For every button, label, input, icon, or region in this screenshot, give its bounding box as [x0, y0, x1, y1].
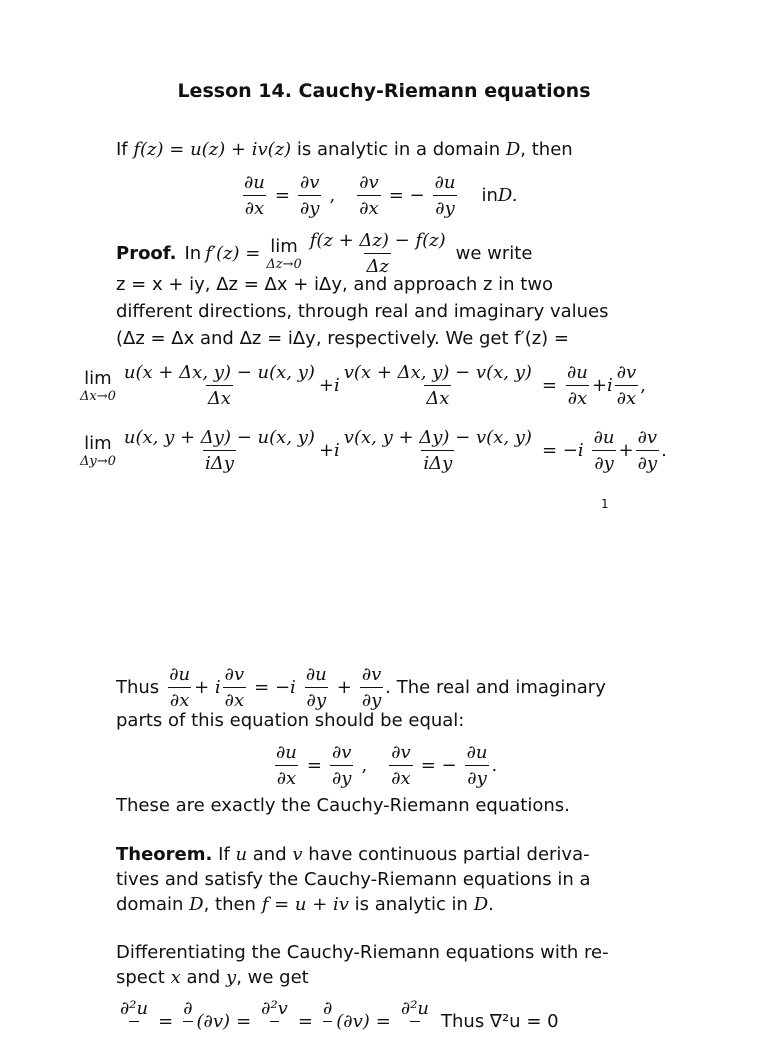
plus-i: +i — [318, 440, 340, 461]
numerator: ∂v — [300, 172, 320, 193]
f-expression: f = u + iv — [261, 894, 349, 915]
numerator: ∂u — [169, 664, 191, 685]
intro-suffix: , then — [520, 139, 573, 160]
limit — [80, 433, 116, 469]
fraction — [167, 664, 192, 711]
denominator: ∂y — [305, 687, 328, 711]
denominator: ∂x — [168, 687, 191, 711]
intro-math: f(z) = u(z) + iv(z) — [133, 139, 292, 160]
denominator — [410, 1021, 420, 1045]
numerator: ∂u — [434, 172, 456, 193]
proof-label: Proof. — [116, 243, 177, 264]
numerator: ∂u — [244, 172, 265, 193]
numerator: u(x, y + Δy) − u(x, y) — [123, 427, 315, 448]
equals-sign: = — [375, 1011, 391, 1032]
limit-word: lim — [84, 432, 112, 454]
fraction — [389, 742, 412, 789]
limit-word: lim — [84, 367, 112, 389]
exactly-line: These are exactly the Cauchy-Riemann equations. — [116, 795, 570, 816]
equals-sign: = — [236, 1011, 252, 1032]
limit-y-equation — [80, 427, 667, 474]
var-x: x — [170, 967, 181, 988]
text: . — [488, 894, 494, 915]
numerator: ∂u — [276, 742, 297, 763]
denominator: Δx — [206, 385, 233, 409]
fraction — [399, 998, 431, 1045]
theorem-line-2: tives and satisfy the Cauchy-Riemann equations in a — [116, 869, 591, 890]
denominator: ∂y — [433, 195, 456, 219]
equals-sign: = — [541, 375, 557, 396]
paren-expr: (∂v) — [336, 1011, 370, 1032]
numerator: ∂v — [332, 742, 352, 763]
equals-minus-i: = −i — [541, 440, 584, 461]
limit-subscript: Δx→0 — [80, 388, 116, 404]
denominator: ∂x — [243, 195, 266, 219]
comma: , — [329, 185, 336, 206]
fraction — [592, 427, 617, 474]
proof-line-1 — [116, 230, 532, 277]
denominator: ∂x — [389, 765, 412, 789]
equals-minus-i: = −i — [254, 677, 296, 698]
proof-fprime: f′(z) = — [205, 243, 261, 264]
domain: D — [473, 894, 489, 915]
numerator: ∂²v — [261, 998, 288, 1019]
domain: D — [189, 894, 204, 915]
text: and — [180, 967, 227, 988]
plus-sign: + — [336, 677, 352, 698]
denominator: Δx — [424, 385, 451, 409]
numerator: ∂²u — [120, 998, 149, 1019]
denominator: Δz — [364, 253, 390, 277]
numerator: ∂u — [466, 742, 488, 763]
intro-line — [116, 139, 573, 160]
fraction — [465, 742, 490, 789]
fraction — [321, 998, 334, 1045]
comma: , — [640, 375, 646, 396]
fraction — [223, 664, 246, 711]
fraction — [357, 172, 380, 219]
paren-expr: (∂v) — [196, 1011, 231, 1032]
denominator — [129, 1021, 139, 1045]
denominator: ∂y — [592, 450, 615, 474]
numerator: ∂v — [359, 172, 379, 193]
numerator: v(x, y + Δy) − v(x, y) — [343, 427, 532, 448]
comma: , — [361, 755, 368, 776]
numerator: ∂v — [361, 664, 382, 685]
limit-subscript: Δy→0 — [80, 453, 116, 469]
fraction — [615, 362, 638, 409]
numerator: ∂v — [391, 742, 411, 763]
numerator: u(x + Δx, y) − u(x, y) — [123, 362, 315, 383]
text: spect — [116, 967, 171, 988]
in-domain: D. — [497, 185, 518, 206]
cr-equations-display — [240, 172, 517, 219]
numerator: f(z + Δz) − f(z) — [309, 230, 446, 251]
denominator: ∂x — [275, 765, 298, 789]
numerator: ∂v — [616, 362, 637, 383]
second-derivative-equation — [116, 998, 559, 1045]
text: domain — [116, 894, 190, 915]
period: . — [661, 440, 667, 461]
fraction — [342, 362, 534, 409]
diff-line-2 — [116, 967, 309, 988]
numerator: ∂u — [593, 427, 615, 448]
text: , we get — [236, 967, 309, 988]
fraction — [242, 172, 267, 219]
var-y: y — [226, 967, 237, 988]
fraction — [122, 362, 317, 409]
bottom-thus: Thus ∇²u = 0 — [441, 1011, 559, 1032]
var-v: v — [292, 844, 303, 865]
numerator: ∂ — [183, 998, 193, 1019]
fraction — [360, 664, 383, 711]
thus-line — [116, 664, 606, 711]
denominator: ∂x — [566, 385, 589, 409]
fraction — [298, 172, 321, 219]
numerator: ∂²u — [400, 998, 430, 1019]
fraction — [342, 427, 534, 474]
text: and — [247, 844, 293, 865]
theorem-line-1 — [116, 844, 590, 865]
equals-sign: = — [306, 755, 322, 776]
numerator: ∂v — [637, 427, 658, 448]
denominator: ∂y — [636, 450, 659, 474]
equals-sign: = — [274, 185, 290, 206]
lesson-title: Lesson 14. Cauchy-Riemann equations — [177, 80, 591, 102]
fraction — [274, 742, 299, 789]
theorem-label: Theorem. — [116, 844, 213, 865]
proof-in: In — [184, 243, 202, 264]
plus-i: + i — [194, 677, 221, 698]
fraction — [181, 998, 194, 1045]
fraction — [118, 998, 150, 1045]
denominator: ∂x — [223, 687, 246, 711]
fraction — [259, 998, 290, 1045]
fraction — [304, 664, 329, 711]
intro-domain: D — [505, 139, 521, 160]
proof-line-2: z = x + iy, Δz = Δx + iΔy, and approach z in two — [116, 274, 554, 295]
text: , then — [203, 894, 262, 915]
numerator: v(x + Δx, y) − v(x, y) — [343, 362, 532, 383]
plus-sign: + — [618, 440, 634, 461]
denominator: ∂y — [465, 765, 488, 789]
cr-equations-display-2 — [272, 742, 497, 789]
difference-quotient — [308, 230, 448, 277]
denominator: iΔy — [421, 450, 454, 474]
numerator: ∂u — [567, 362, 588, 383]
intro-prefix: If — [116, 139, 134, 160]
text: is analytic in — [348, 894, 474, 915]
theorem-line-3 — [116, 894, 494, 915]
limit-x-equation — [80, 362, 646, 409]
fraction — [433, 172, 458, 219]
denominator: ∂y — [360, 687, 383, 711]
intro-middle: is analytic in a domain — [291, 139, 506, 160]
denominator: ∂y — [298, 195, 321, 219]
var-u: u — [235, 844, 248, 865]
fraction — [122, 427, 317, 474]
limit — [80, 368, 116, 404]
denominator: ∂y — [330, 765, 353, 789]
denominator: ∂x — [615, 385, 638, 409]
equals-sign: = — [158, 1011, 174, 1032]
equals-sign: = — [297, 1011, 313, 1032]
proof-line-3: different directions, through real and imaginary values — [116, 301, 609, 322]
fraction — [565, 362, 590, 409]
in-label: in — [481, 185, 498, 206]
diff-line-1: Differentiating the Cauchy-Riemann equations with re- — [116, 942, 609, 963]
fraction — [636, 427, 659, 474]
proof-line-4: (Δz = Δx and Δz = iΔy, respectively. We get f′(z) = — [116, 328, 569, 349]
we-write: we write — [455, 243, 533, 264]
numerator: ∂v — [224, 664, 245, 685]
denominator: iΔy — [203, 450, 236, 474]
limit — [266, 236, 301, 272]
numerator: ∂u — [305, 664, 327, 685]
numerator: ∂ — [322, 998, 333, 1019]
limit-word: lim — [270, 235, 298, 257]
equals-minus: = − — [420, 755, 457, 776]
thus-suffix: . The real and imaginary — [385, 677, 606, 698]
denominator: ∂x — [357, 195, 380, 219]
text: If — [212, 844, 236, 865]
thus-line-2: parts of this equation should be equal: — [116, 710, 465, 731]
period: . — [491, 755, 498, 776]
equals-minus: = − — [388, 185, 425, 206]
denominator — [183, 1021, 193, 1045]
plus-i: +i — [591, 375, 613, 396]
thus-prefix: Thus — [116, 677, 160, 698]
denominator — [323, 1021, 333, 1045]
limit-subscript: Δz→0 — [266, 256, 302, 272]
page-number: 1 — [601, 497, 609, 511]
denominator — [270, 1021, 280, 1045]
text: have continuous partial deriva- — [302, 844, 590, 865]
plus-i: +i — [318, 375, 340, 396]
fraction — [330, 742, 353, 789]
